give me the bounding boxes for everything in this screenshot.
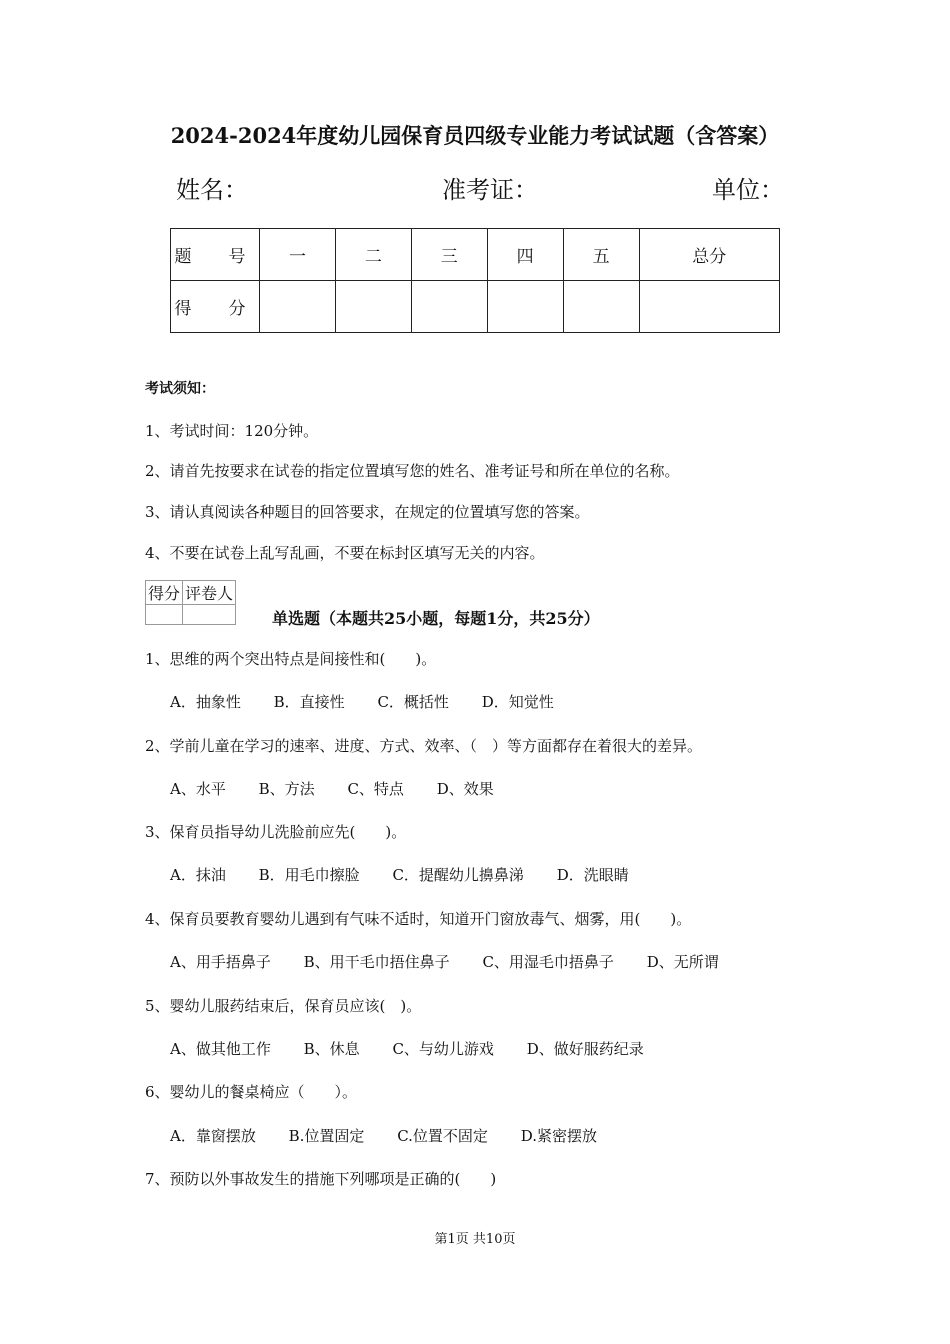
ticket-label: 准考证： [442, 176, 538, 204]
question-text: 4、保育员要教育婴幼儿遇到有气味不适时，知道开门窗放毒气、烟雾，用( )。 [145, 910, 692, 928]
grader-score-label: 得分 [146, 581, 183, 605]
score-header-cell: 四 [487, 229, 563, 281]
notice-item: 4、不要在试卷上乱写乱画，不要在标封区填写无关的内容。 [145, 544, 545, 562]
score-table [170, 228, 780, 333]
option-a[interactable]: A．靠窗摆放 [170, 1127, 256, 1145]
notice-item: 1、考试时间：120分钟。 [145, 422, 319, 440]
grader-name-cell[interactable] [183, 605, 236, 625]
option-b[interactable]: B、休息 [303, 1040, 360, 1058]
section-heading: 单选题（本题共25小题，每题1分，共25分） [272, 609, 600, 628]
option-a[interactable]: A．抹油 [170, 866, 226, 884]
option-c[interactable]: C、用湿毛巾捂鼻子 [482, 953, 614, 971]
question-options [170, 1038, 672, 1059]
page-footer: 第1页 共10页 [434, 1232, 516, 1247]
score-empty-cell[interactable] [563, 281, 639, 333]
grader-name-label: 评卷人 [183, 581, 236, 605]
option-a[interactable]: A．抽象性 [170, 693, 241, 711]
option-d[interactable]: D．洗眼睛 [556, 866, 629, 884]
option-a[interactable]: A、水平 [170, 780, 226, 798]
question-options [170, 951, 747, 972]
question-text: 6、婴幼儿的餐桌椅应（ ）。 [145, 1083, 358, 1101]
option-d[interactable]: D．知觉性 [481, 693, 554, 711]
option-b[interactable]: B．直接性 [273, 693, 345, 711]
unit-label: 单位： [712, 176, 784, 204]
question-text: 1、思维的两个突出特点是间接性和( )。 [145, 650, 437, 668]
score-table-score-row [171, 281, 780, 333]
option-c[interactable]: C、特点 [347, 780, 404, 798]
score-header-cell: 二 [335, 229, 411, 281]
option-b[interactable]: B、用干毛巾捂住鼻子 [303, 953, 450, 971]
question-options [170, 864, 657, 885]
option-d[interactable]: D.紧密摆放 [520, 1127, 597, 1145]
option-c[interactable]: C.位置不固定 [397, 1127, 488, 1145]
score-empty-cell[interactable] [260, 281, 336, 333]
score-header-cell: 一 [260, 229, 336, 281]
score-empty-cell[interactable] [411, 281, 487, 333]
score-empty-cell[interactable] [335, 281, 411, 333]
option-a[interactable]: A、做其他工作 [170, 1040, 271, 1058]
name-label: 姓名： [176, 176, 248, 204]
option-c[interactable]: C．提醒幼儿擤鼻涕 [392, 866, 524, 884]
option-b[interactable]: B、方法 [258, 780, 315, 798]
option-a[interactable]: A、用手捂鼻子 [170, 953, 271, 971]
option-d[interactable]: D、效果 [436, 780, 494, 798]
question-options [170, 1125, 625, 1146]
score-table-header-row [171, 229, 780, 281]
score-empty-cell[interactable] [639, 281, 779, 333]
score-header-cell: 五 [563, 229, 639, 281]
exam-title: 2024-2024年度幼儿园保育员四级专业能力考试试题（含答案） [170, 123, 780, 148]
option-b[interactable]: B.位置固定 [288, 1127, 365, 1145]
question-text: 5、婴幼儿服药结束后，保育员应该( )。 [145, 997, 422, 1015]
option-c[interactable]: C、与幼儿游戏 [392, 1040, 494, 1058]
notice-heading: 考试须知： [145, 381, 215, 397]
question-text: 2、学前儿童在学习的速率、进度、方式、效率、（ ）等方面都存在着很大的差异。 [145, 737, 703, 755]
question-options [170, 691, 582, 712]
score-header-cell: 总分 [639, 229, 779, 281]
option-d[interactable]: D、做好服药纪录 [526, 1040, 644, 1058]
notice-item: 2、请首先按要求在试卷的指定位置填写您的姓名、准考证号和所在单位的名称。 [145, 462, 680, 480]
grader-score-cell[interactable] [146, 605, 183, 625]
option-d[interactable]: D、无所谓 [646, 953, 719, 971]
score-header-cell: 题 号 [171, 229, 260, 281]
notice-item: 3、请认真阅读各种题目的回答要求，在规定的位置填写您的答案。 [145, 503, 590, 521]
question-text: 7、预防以外事故发生的措施下列哪项是正确的( ) [145, 1170, 497, 1188]
score-header-cell: 三 [411, 229, 487, 281]
option-c[interactable]: C．概括性 [377, 693, 449, 711]
question-options [170, 778, 522, 799]
option-b[interactable]: B．用毛巾擦脸 [258, 866, 360, 884]
score-row-label: 得 分 [171, 281, 260, 333]
grader-box [145, 580, 236, 625]
score-empty-cell[interactable] [487, 281, 563, 333]
question-text: 3、保育员指导幼儿洗脸前应先( )。 [145, 823, 407, 841]
